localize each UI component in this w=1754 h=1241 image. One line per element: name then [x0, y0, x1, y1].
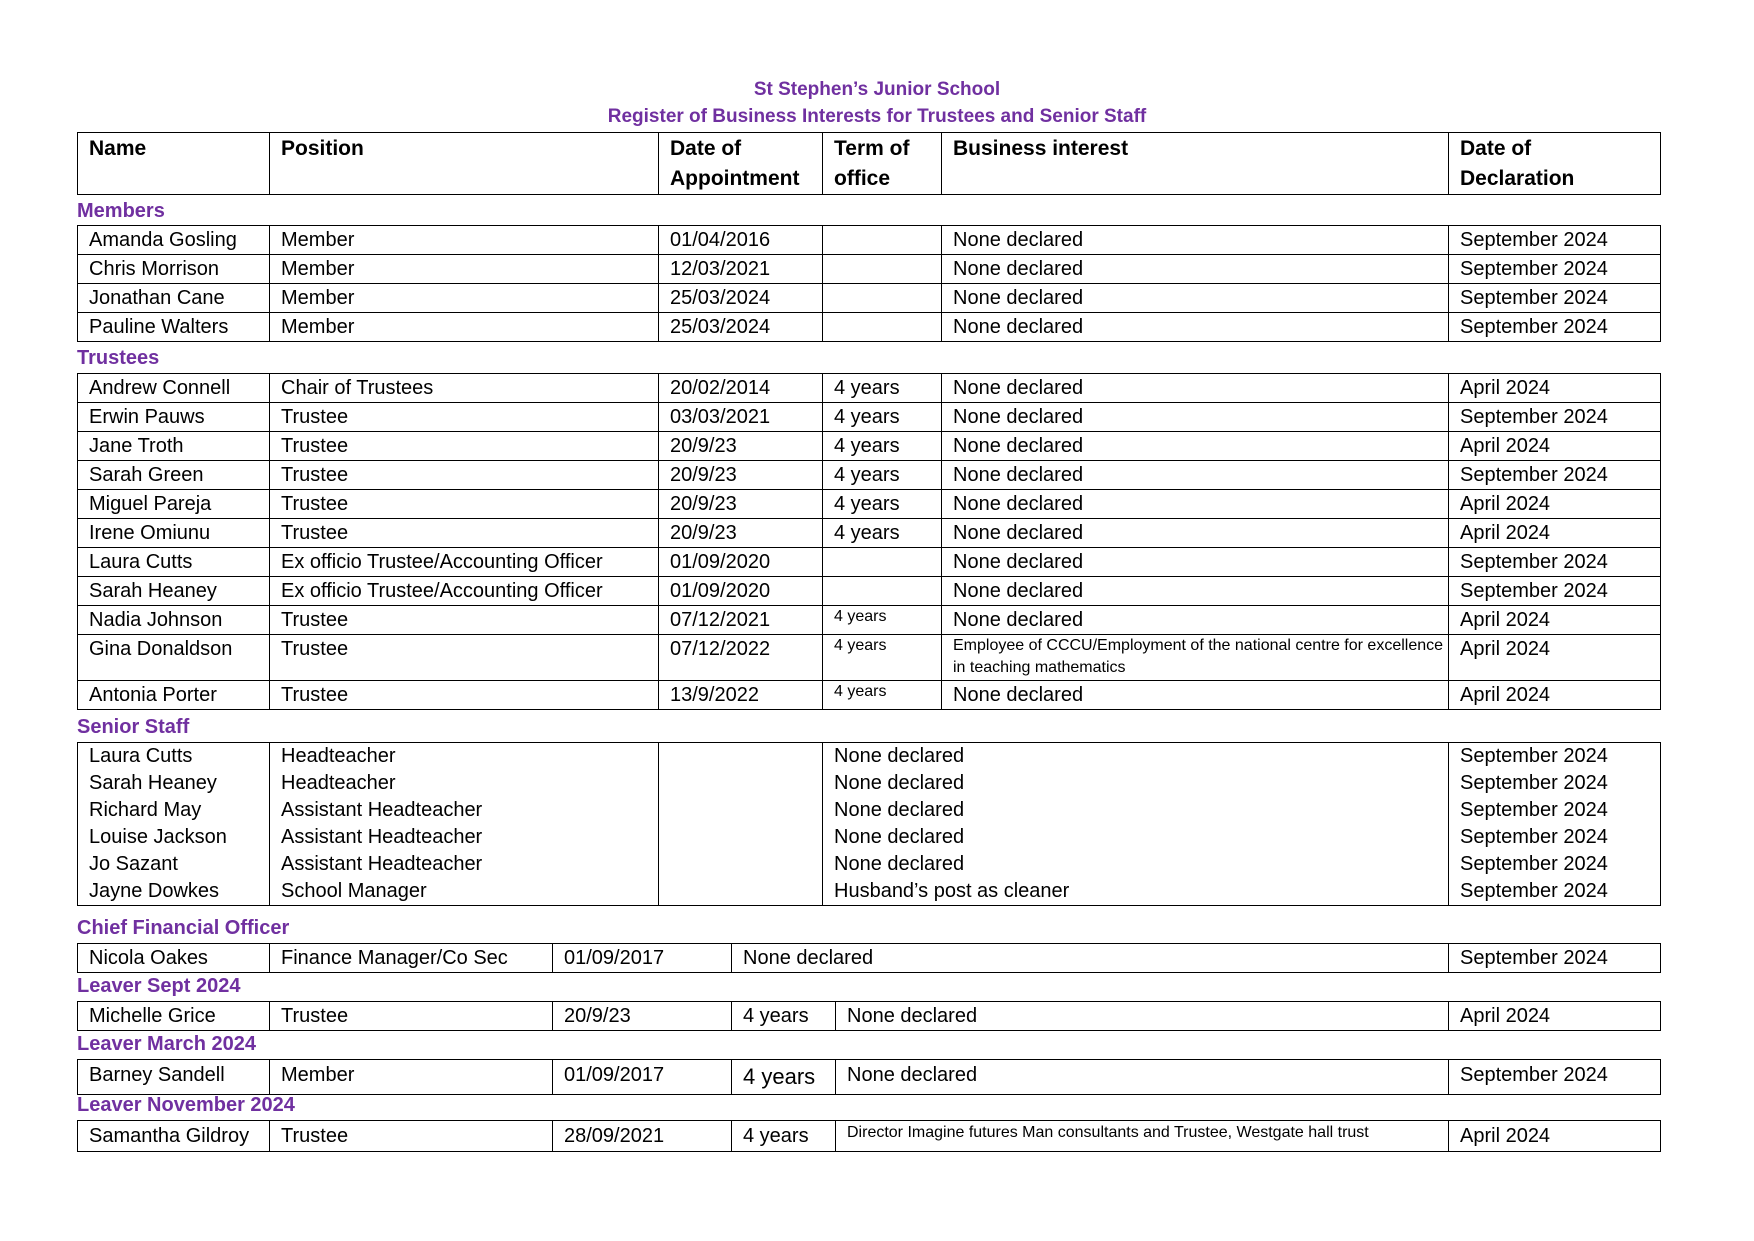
- leaver-march-table: [77, 1059, 1661, 1095]
- leaver-position: Member: [270, 1060, 553, 1095]
- register-title: Register of Business Interests for Trustees and Senior Staff: [607, 106, 1147, 127]
- cell-position: Trustee: [270, 432, 659, 461]
- cell-name: Gina Donaldson: [78, 635, 270, 681]
- leaver-interest: None declared: [836, 1002, 1449, 1031]
- cell-interest: None declared: [942, 432, 1449, 461]
- cell-date: 20/9/23: [659, 490, 823, 519]
- section-cfo: Chief Financial Officer: [77, 917, 290, 939]
- cell-name: Laura Cutts: [78, 548, 270, 577]
- table-row: [78, 519, 1661, 548]
- cell-position: Assistant Headteacher: [270, 797, 659, 824]
- table-row: [78, 490, 1661, 519]
- table-row: [78, 577, 1661, 606]
- table-row: [78, 743, 1661, 771]
- cell-date: 01/09/2020: [659, 577, 823, 606]
- cell-term: [823, 255, 942, 284]
- cell-date: [659, 824, 823, 851]
- cell-name: Sarah Green: [78, 461, 270, 490]
- cell-name: Jane Troth: [78, 432, 270, 461]
- header-table: [77, 132, 1661, 195]
- cell-position: Member: [270, 226, 659, 255]
- cell-date: 01/09/2020: [659, 548, 823, 577]
- cell-position: Ex officio Trustee/Accounting Officer: [270, 577, 659, 606]
- cell-name: Jo Sazant: [78, 851, 270, 878]
- cell-name: Miguel Pareja: [78, 490, 270, 519]
- cell-name: Jonathan Cane: [78, 284, 270, 313]
- cell-date: 25/03/2024: [659, 313, 823, 342]
- cell-date: 20/9/23: [659, 432, 823, 461]
- cell-position: Headteacher: [270, 743, 659, 771]
- cell-interest: None declared: [942, 548, 1449, 577]
- cell-date: 13/9/2022: [659, 681, 823, 710]
- cell-name: Chris Morrison: [78, 255, 270, 284]
- cell-declared: April 2024: [1449, 490, 1661, 519]
- cell-interest: None declared: [942, 461, 1449, 490]
- cell-date: 07/12/2022: [659, 635, 823, 681]
- table-row: [78, 284, 1661, 313]
- cell-position: Member: [270, 313, 659, 342]
- cell-date: [659, 797, 823, 824]
- cell-name: Amanda Gosling: [78, 226, 270, 255]
- section-leaver-sept: Leaver Sept 2024: [77, 975, 241, 997]
- section-leaver-nov: Leaver November 2024: [77, 1094, 295, 1116]
- cfo-date: 01/09/2017: [553, 944, 732, 973]
- cell-declared: September 2024: [1449, 824, 1661, 851]
- cell-name: Irene Omiunu: [78, 519, 270, 548]
- table-row: [78, 770, 1661, 797]
- cell-declared: September 2024: [1449, 226, 1661, 255]
- cell-name: Jayne Dowkes: [78, 878, 270, 906]
- leaver-name: Michelle Grice: [78, 1002, 270, 1031]
- cfo-position: Finance Manager/Co Sec: [270, 944, 553, 973]
- cell-declared: September 2024: [1449, 255, 1661, 284]
- cell-name: Louise Jackson: [78, 824, 270, 851]
- cell-declared: September 2024: [1449, 743, 1661, 771]
- cell-interest: None declared: [942, 403, 1449, 432]
- cell-interest: None declared: [823, 743, 1449, 771]
- cell-position: Trustee: [270, 681, 659, 710]
- leaver-date: 28/09/2021: [553, 1121, 732, 1152]
- cell-interest: None declared: [942, 284, 1449, 313]
- table-row: [78, 461, 1661, 490]
- table-row: [78, 374, 1661, 403]
- cfo-interest: None declared: [732, 944, 1449, 973]
- cell-interest: None declared: [942, 490, 1449, 519]
- cell-declared: September 2024: [1449, 284, 1661, 313]
- table-row: [78, 1002, 1661, 1031]
- table-row: [78, 313, 1661, 342]
- table-row: [78, 851, 1661, 878]
- leaver-date: 01/09/2017: [553, 1060, 732, 1095]
- cell-declared: September 2024: [1449, 878, 1661, 906]
- leaver-name: Samantha Gildroy: [78, 1121, 270, 1152]
- cell-position: Chair of Trustees: [270, 374, 659, 403]
- cell-term: [823, 226, 942, 255]
- cell-date: 01/04/2016: [659, 226, 823, 255]
- cell-date: 20/9/23: [659, 461, 823, 490]
- cell-declared: April 2024: [1449, 635, 1661, 681]
- cell-interest: Husband’s post as cleaner: [823, 878, 1449, 906]
- cell-declared: September 2024: [1449, 403, 1661, 432]
- section-senior-staff: Senior Staff: [77, 716, 190, 738]
- cell-position: Trustee: [270, 403, 659, 432]
- cell-name: Pauline Walters: [78, 313, 270, 342]
- cell-date: [659, 770, 823, 797]
- cell-interest: None declared: [942, 255, 1449, 284]
- cell-interest: None declared: [942, 313, 1449, 342]
- cell-date: 20/02/2014: [659, 374, 823, 403]
- cell-interest: None declared: [942, 577, 1449, 606]
- cell-date: 03/03/2021: [659, 403, 823, 432]
- cell-declared: September 2024: [1449, 461, 1661, 490]
- cell-name: Andrew Connell: [78, 374, 270, 403]
- cell-position: Trustee: [270, 519, 659, 548]
- cell-term: 4 years: [823, 432, 942, 461]
- header-position: Position: [270, 133, 659, 195]
- leaver-interest: None declared: [836, 1060, 1449, 1095]
- leaver-date: 20/9/23: [553, 1002, 732, 1031]
- leaver-term: 4 years: [732, 1002, 836, 1031]
- cell-position: School Manager: [270, 878, 659, 906]
- cell-declared: April 2024: [1449, 519, 1661, 548]
- table-row: [78, 681, 1661, 710]
- cell-interest: None declared: [942, 606, 1449, 635]
- cell-name: Nadia Johnson: [78, 606, 270, 635]
- cell-declared: April 2024: [1449, 432, 1661, 461]
- leaver-declared: April 2024: [1449, 1121, 1661, 1152]
- senior-staff-table: [77, 742, 1661, 906]
- cell-interest: None declared: [823, 797, 1449, 824]
- cell-date: 07/12/2021: [659, 606, 823, 635]
- cfo-declared: September 2024: [1449, 944, 1661, 973]
- trustees-table: [77, 373, 1661, 710]
- leaver-interest: Director Imagine futures Man consultants and Trustee, Westgate hall trust: [836, 1121, 1449, 1152]
- cell-declared: September 2024: [1449, 797, 1661, 824]
- cell-name: Sarah Heaney: [78, 577, 270, 606]
- cell-declared: April 2024: [1449, 374, 1661, 403]
- table-row: [78, 944, 1661, 973]
- header-date-of-appointment: Date of Appointment: [659, 133, 823, 195]
- cell-declared: April 2024: [1449, 681, 1661, 710]
- cell-position: Member: [270, 284, 659, 313]
- school-title: St Stephen’s Junior School: [753, 79, 1001, 100]
- cell-date: 20/9/23: [659, 519, 823, 548]
- cell-interest: None declared: [942, 681, 1449, 710]
- cfo-table: [77, 943, 1661, 973]
- header-name: Name: [78, 133, 270, 195]
- cell-term: 4 years: [823, 490, 942, 519]
- cell-name: Sarah Heaney: [78, 770, 270, 797]
- cell-position: Assistant Headteacher: [270, 851, 659, 878]
- leaver-position: Trustee: [270, 1121, 553, 1152]
- cell-term: 4 years: [823, 461, 942, 490]
- cell-position: Headteacher: [270, 770, 659, 797]
- cell-interest: None declared: [942, 519, 1449, 548]
- cell-term: [823, 284, 942, 313]
- cell-term: [823, 313, 942, 342]
- cell-term: 4 years: [823, 519, 942, 548]
- cell-interest: None declared: [823, 770, 1449, 797]
- table-row: [78, 1121, 1661, 1152]
- cell-declared: September 2024: [1449, 770, 1661, 797]
- leaver-term: 4 years: [732, 1060, 836, 1095]
- cell-term: [823, 548, 942, 577]
- cell-position: Ex officio Trustee/Accounting Officer: [270, 548, 659, 577]
- cell-date: [659, 851, 823, 878]
- cell-position: Member: [270, 255, 659, 284]
- leaver-position: Trustee: [270, 1002, 553, 1031]
- cell-term: 4 years: [823, 681, 942, 710]
- cell-position: Trustee: [270, 490, 659, 519]
- cell-name: Laura Cutts: [78, 743, 270, 771]
- cell-declared: April 2024: [1449, 606, 1661, 635]
- table-row: [78, 432, 1661, 461]
- cell-date: [659, 743, 823, 771]
- cfo-name: Nicola Oakes: [78, 944, 270, 973]
- section-members: Members: [77, 200, 165, 222]
- cell-date: 25/03/2024: [659, 284, 823, 313]
- cell-interest: None declared: [823, 824, 1449, 851]
- table-row: [78, 878, 1661, 906]
- cell-interest: Employee of CCCU/Employment of the national centre for excellence in teaching mathematics: [942, 635, 1449, 681]
- header-term-of-office: Term of office: [823, 133, 942, 195]
- cell-declared: September 2024: [1449, 548, 1661, 577]
- cell-declared: September 2024: [1449, 851, 1661, 878]
- table-row: [78, 635, 1661, 681]
- cell-date: [659, 878, 823, 906]
- cell-position: Trustee: [270, 606, 659, 635]
- members-table: [77, 225, 1661, 342]
- cell-position: Trustee: [270, 635, 659, 681]
- cell-declared: September 2024: [1449, 577, 1661, 606]
- table-row: [78, 824, 1661, 851]
- cell-position: Assistant Headteacher: [270, 824, 659, 851]
- leaver-declared: September 2024: [1449, 1060, 1661, 1095]
- leaver-declared: April 2024: [1449, 1002, 1661, 1031]
- cell-interest: None declared: [823, 851, 1449, 878]
- cell-date: 12/03/2021: [659, 255, 823, 284]
- cell-term: 4 years: [823, 374, 942, 403]
- table-row: [78, 1060, 1661, 1095]
- table-row: [78, 606, 1661, 635]
- section-trustees: Trustees: [77, 347, 160, 369]
- cell-position: Trustee: [270, 461, 659, 490]
- header-business-interest: Business interest: [942, 133, 1449, 195]
- cell-term: 4 years: [823, 635, 942, 681]
- table-row: [78, 797, 1661, 824]
- cell-term: 4 years: [823, 403, 942, 432]
- cell-declared: September 2024: [1449, 313, 1661, 342]
- leaver-nov-table: [77, 1120, 1661, 1152]
- table-row: [78, 226, 1661, 255]
- header-date-of-declaration: Date of Declaration: [1449, 133, 1661, 195]
- cell-name: Richard May: [78, 797, 270, 824]
- leaver-name: Barney Sandell: [78, 1060, 270, 1095]
- leaver-term: 4 years: [732, 1121, 836, 1152]
- table-row: [78, 403, 1661, 432]
- cell-term: [823, 577, 942, 606]
- table-row: [78, 255, 1661, 284]
- leaver-sept-table: [77, 1001, 1661, 1031]
- cell-interest: None declared: [942, 226, 1449, 255]
- section-leaver-march: Leaver March 2024: [77, 1033, 257, 1055]
- cell-name: Antonia Porter: [78, 681, 270, 710]
- cell-interest: None declared: [942, 374, 1449, 403]
- table-row: [78, 548, 1661, 577]
- cell-term: 4 years: [823, 606, 942, 635]
- cell-name: Erwin Pauws: [78, 403, 270, 432]
